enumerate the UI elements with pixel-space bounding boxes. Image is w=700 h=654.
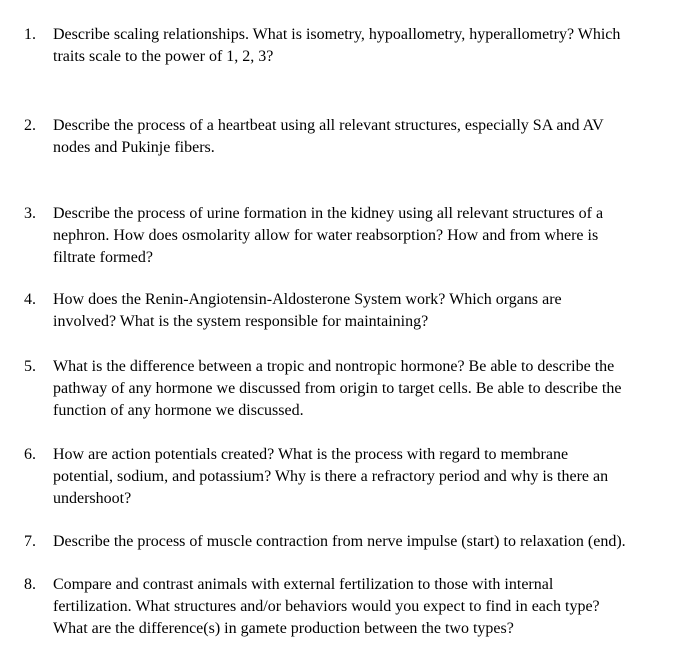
question-line: How are action potentials created? What is the process with regard to membrane	[53, 446, 569, 463]
question-line: undershoot?	[53, 490, 132, 507]
question-number: 2.	[24, 117, 36, 134]
question-line: nodes and Pukinje fibers.	[53, 139, 215, 156]
question-line: What is the difference between a tropic and nontropic hormone? Be able to describe the	[53, 358, 615, 375]
question-number: 4.	[24, 291, 36, 308]
question-text	[53, 356, 693, 422]
question-text	[53, 574, 693, 640]
question-text	[53, 115, 693, 159]
question-line: function of any hormone we discussed.	[53, 402, 304, 419]
question-line: filtrate formed?	[53, 249, 153, 266]
question-text	[53, 24, 693, 68]
question-line: Describe the process of urine formation in the kidney using all relevant structures of a	[53, 205, 604, 222]
question-line: nephron. How does osmolarity allow for water reabsorption? How and from where is	[53, 227, 599, 244]
question-text	[53, 531, 693, 553]
question-number: 8.	[24, 576, 36, 593]
question-line: fertilization. What structures and/or behaviors would you expect to find in each type?	[53, 598, 600, 615]
question-line: Describe the process of muscle contraction from nerve impulse (start) to relaxation (end).	[53, 533, 626, 550]
question-line: pathway of any hormone we discussed from origin to target cells. Be able to describe the	[53, 380, 622, 397]
question-text	[53, 289, 693, 333]
question-text	[53, 444, 693, 510]
question-line: traits scale to the power of 1, 2, 3?	[53, 48, 274, 65]
question-line: Compare and contrast animals with external fertilization to those with internal	[53, 576, 554, 593]
question-line: potential, sodium, and potassium? Why is there a refractory period and why is there an	[53, 468, 609, 485]
question-line: Describe scaling relationships. What is isometry, hypoallometry, hyperallometry? Which	[53, 26, 621, 43]
question-line: involved? What is the system responsible for maintaining?	[53, 313, 429, 330]
question-number: 5.	[24, 358, 36, 375]
question-number: 3.	[24, 205, 36, 222]
question-number: 7.	[24, 533, 36, 550]
question-line: What are the difference(s) in gamete production between the two types?	[53, 620, 514, 637]
question-number: 6.	[24, 446, 36, 463]
question-text	[53, 203, 693, 269]
question-line: Describe the process of a heartbeat using all relevant structures, especially SA and AV	[53, 117, 604, 134]
question-number: 1.	[24, 26, 36, 43]
question-line: How does the Renin-Angiotensin-Aldosterone System work? Which organs are	[53, 291, 562, 308]
